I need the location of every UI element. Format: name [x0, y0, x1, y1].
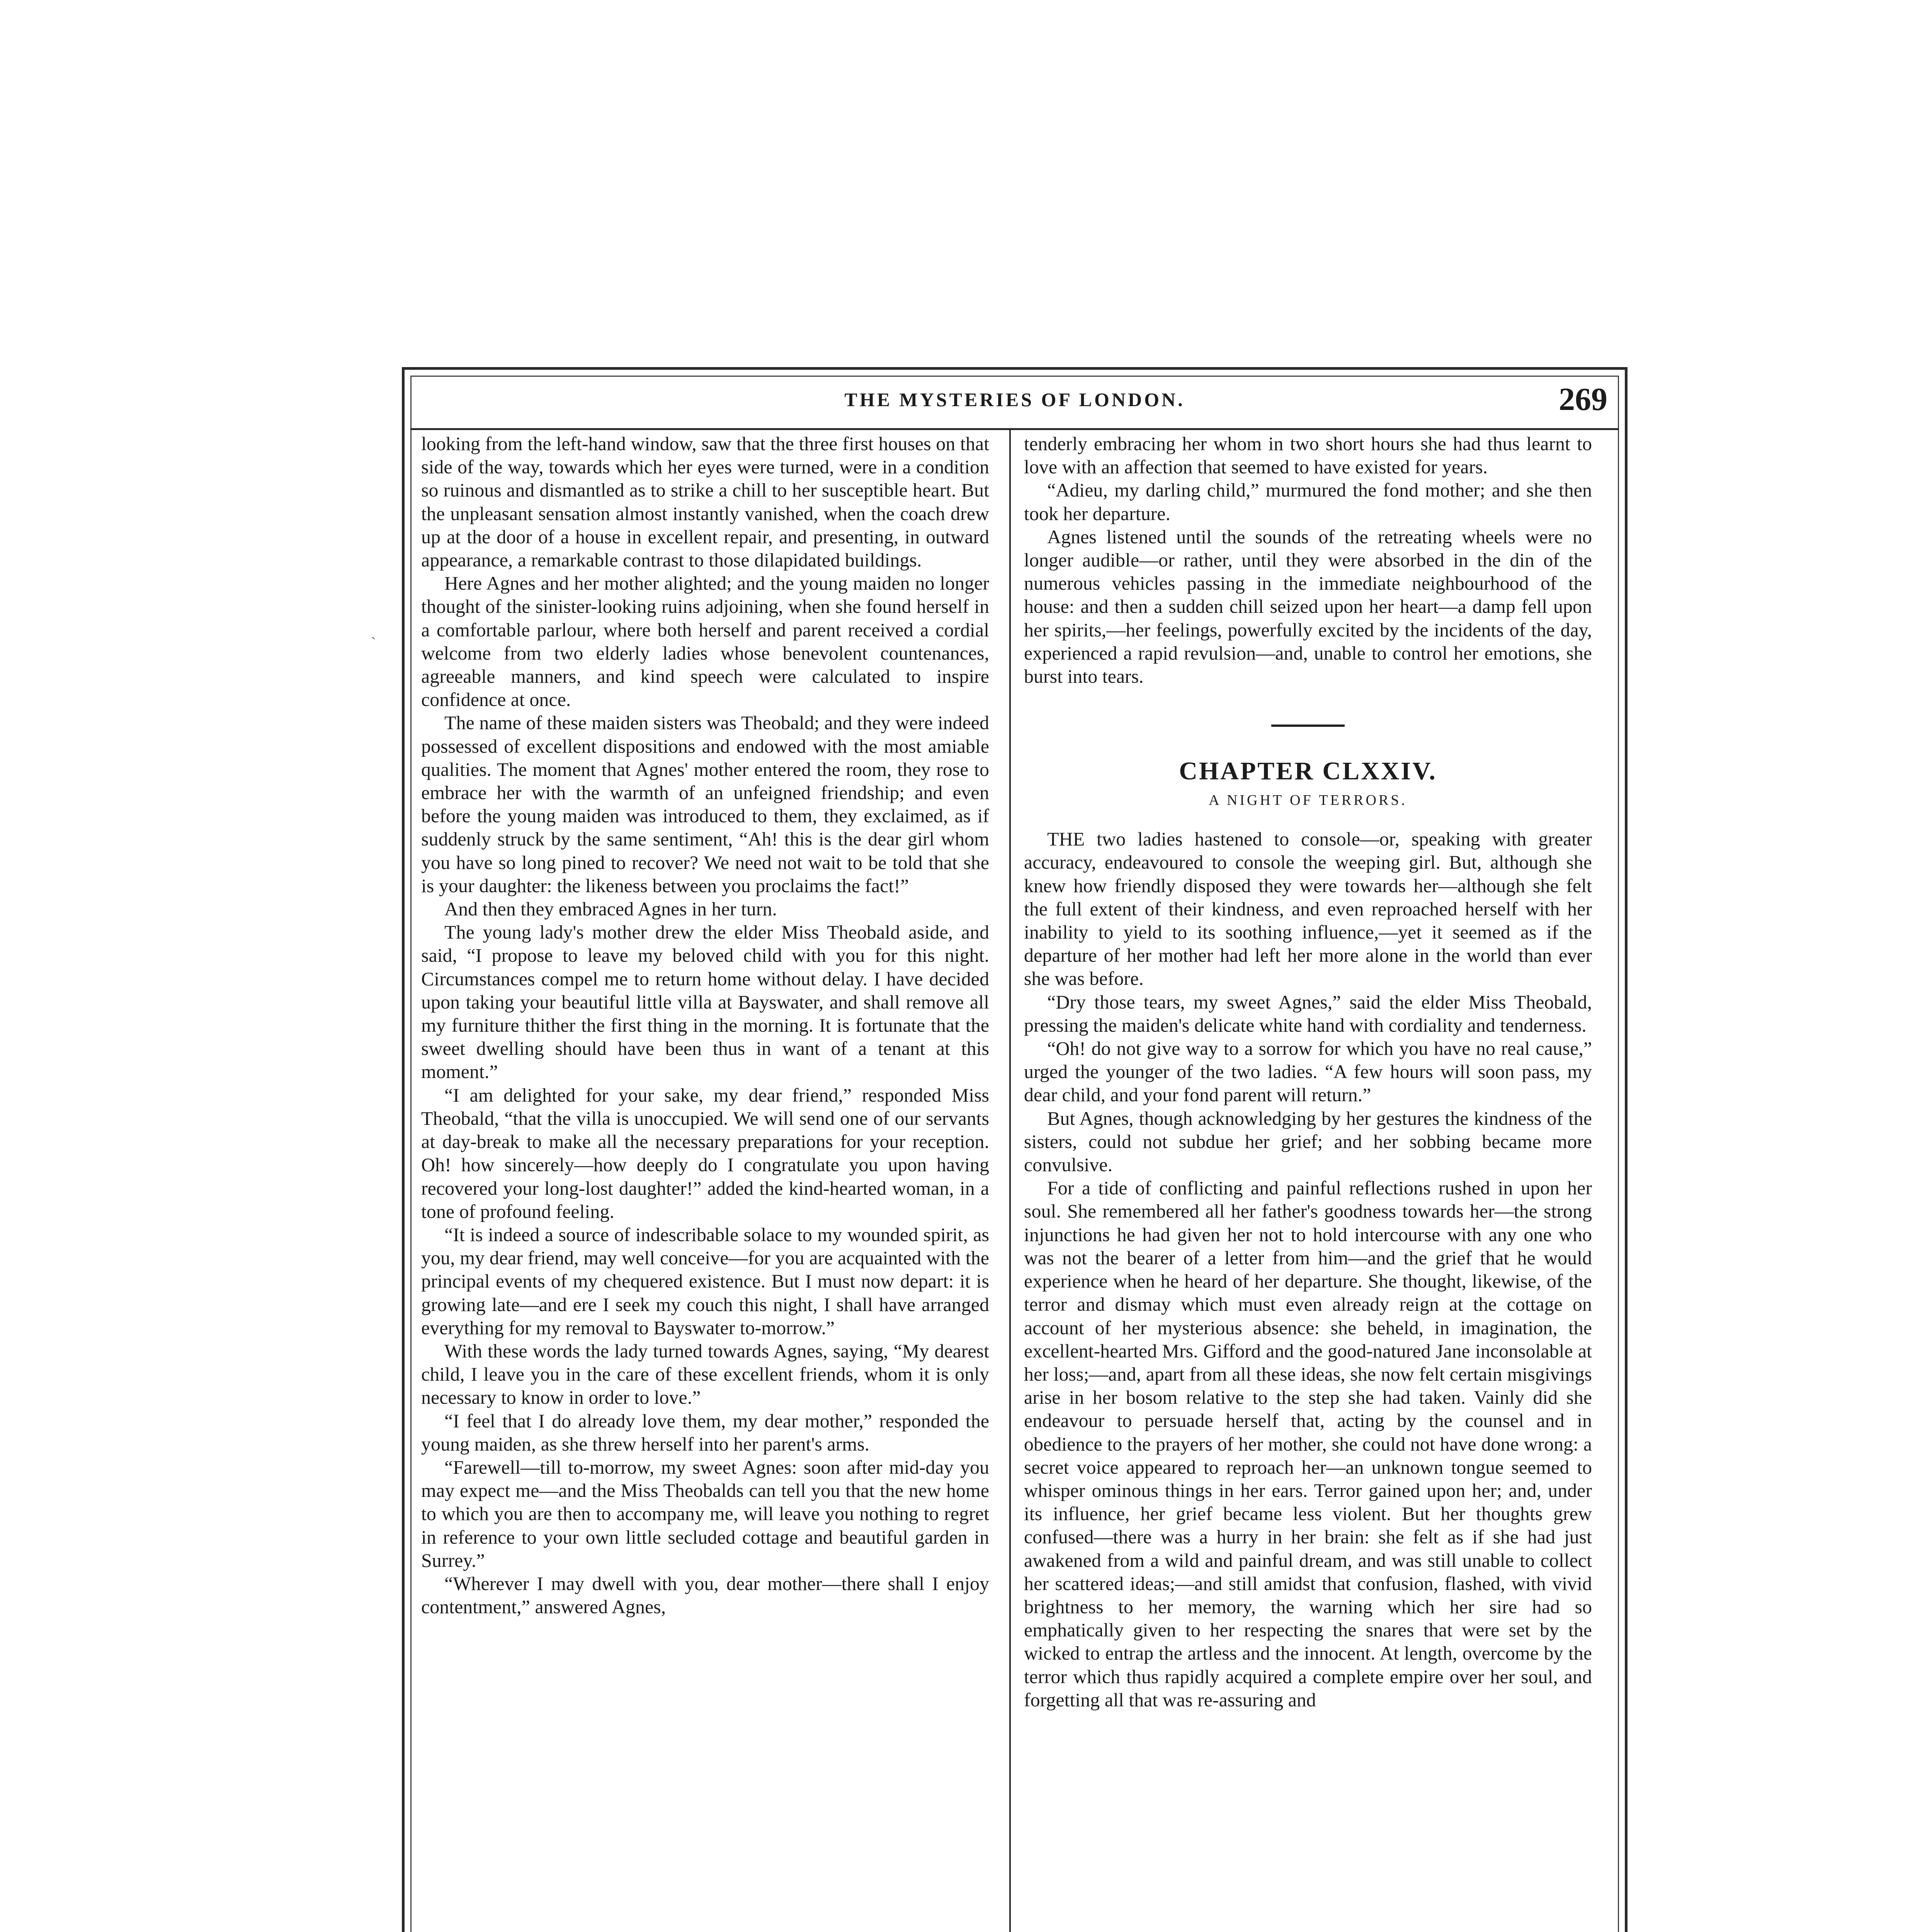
column-divider [1009, 428, 1011, 1932]
paragraph: tenderly embracing her whom in two short hours she had thus learnt to love with an affection that seemed to have existed for years. [1024, 433, 1592, 478]
paragraph: For a tide of conflicting and painful reflections rushed in upon her soul. She remembered all her father's goodness towards her—the strong injunctions he had given her not to hold intercourse with any one who was not the bearer of a letter from him—and the grief that he would experience when he heard of her departure. She thought, likewise, of the terror and dismay which must even already reign at the cottage on account of her mysterious absence: she beheld, in imagination, the excellent-hearted Mrs. Gifford and the good-natured Jane inconsolable at her loss;—and, apart from all these ideas, she now felt certain misgivings arise in her bosom relative to the step she had taken. Vainly did she endeavour to persuade herself that, acting by the counsel and in obedience to the prayers of her mother, she could not have done wrong: a secret voice appeared to reproach her—an unknown tongue seemed to whisper ominous things in her ears. Terror gained upon her; and, under its influence, her grief became less violent. But her thoughts grew confused—there was a hurry in her brain: she felt as if she had just awakened from a wild and painful dream, and was still unable to collect her scattered ideas;—and still amidst that confusion, flashed, with vivid brightness to her memory, the warning which her sire had so emphatically given to her respecting the snares that were set by the wicked to entrap the artless and the innocent. At length, overcome by the terror which thus rapidly acquired a complete empire over her soul, and forgetting all that was re-assuring and [1024, 1177, 1592, 1711]
chapter-separator-rule [1271, 724, 1345, 727]
paragraph: “Oh! do not give way to a sorrow for which you have no real cause,” urged the younger of the two ladies. “A few hours will soon pass, my dear child, and your fond parent will return.” [1024, 1037, 1592, 1106]
running-title: THE MYSTERIES OF LONDON. [844, 389, 1185, 410]
paragraph: And then they embraced Agnes in her turn. [444, 898, 777, 920]
paragraph: “I am delighted for your sake, my dear friend,” responded Miss Theobald, “that the villa is unoccupied. We will send one of our servants at day-break to make all the necessary preparations for your reception. Oh! how sincerely—how deeply do I congratulate you upon having recovered your long-lost daughter!” added the kind-hearted woman, in a tone of profound feeling. [421, 1084, 989, 1222]
paragraph: “Adieu, my darling child,” murmured the fond mother; and she then took her departure. [1024, 479, 1592, 524]
chapter-subtitle: A NIGHT OF TERRORS. [1209, 792, 1407, 809]
right-column [1024, 432, 1592, 1932]
paragraph: Agnes listened until the sounds of the retreating wheels were no longer audible—or rather, until they were absorbed in the din of the numerous vehicles passing in the immediate neighbourhood of the house: and then a sudden chill seized upon her heart—a damp fell upon her spirits,—her feelings, powerfully excited by the incidents of the day, experienced a rapid revulsion—and, unable to control her emotions, she burst into tears. [1024, 526, 1592, 687]
left-column [421, 432, 989, 1932]
paragraph: THE two ladies hastened to console—or, speaking with greater accuracy, endeavoured to console the weeping girl. But, although she knew how friendly disposed they were towards her—although she felt the full extent of their kindness, and even reproached herself with her inability to yield to its soothing influence,—yet it seemed as if the departure of her mother had left her more alone in the world than ever she was before. [1024, 828, 1592, 990]
paragraph: “Dry those tears, my sweet Agnes,” said the elder Miss Theobald, pressing the maiden's delicate white hand with cordiality and tenderness. [1024, 991, 1592, 1036]
header-rule [410, 428, 1619, 430]
page-number: 269 [1559, 381, 1607, 417]
chapter-title: CHAPTER CLXXIV. [1179, 757, 1437, 786]
paragraph: “Farewell—till to-morrow, my sweet Agnes: soon after mid-day you may expect me—and the Miss Theobalds can tell you that the new home to which you are then to accompany me, will leave you nothing to regret in reference to your own little secluded cottage and beautiful garden in Surrey.” [421, 1456, 989, 1571]
page-header [410, 381, 1619, 427]
paragraph: The young lady's mother drew the elder Miss Theobald aside, and said, “I propose to leave my beloved child with you for this night. Circumstances compel me to return home without delay. I have decided upon taking your beautiful little villa at Bayswater, and shall remove all my furniture thither the first thing in the morning. It is fortunate that the sweet dwelling should have been thus in want of a tenant at this moment.” [421, 921, 989, 1083]
paragraph: With these words the lady turned towards Agnes, saying, “My dearest child, I leave you in the care of these excellent friends, whom it is only necessary to know in order to love.” [421, 1340, 989, 1408]
paragraph: “It is indeed a source of indescribable solace to my wounded spirit, as you, my dear friend, may well conceive—for you are acquainted with the principal events of my chequered existence. But I must now depart: it is growing late—and ere I seek my couch this night, I shall have arranged everything for my removal to Bayswater to-morrow.” [421, 1223, 989, 1338]
stray-mark: ` [371, 634, 376, 651]
paragraph: Here Agnes and her mother alighted; and the young maiden no longer thought of the sinister-looking ruins adjoining, when she found herself in a comfortable parlour, where both herself and parent received a cordial welcome from two elderly ladies whose benevolent countenances, agreeable manners, and kind speech were calculated to inspire confidence at once. [421, 572, 989, 711]
paragraph: But Agnes, though acknowledging by her gestures the kindness of the sisters, could not subdue her grief; and her sobbing became more convulsive. [1024, 1107, 1592, 1176]
paragraph: The name of these maiden sisters was Theobald; and they were indeed possessed of excellent dispositions and endowed with the most amiable qualities. The moment that Agnes' mother entered the room, they rose to embrace her with the warmth of an unfeigned friendship; and even before the young maiden was introduced to them, they exclaimed, as if suddenly struck by the same sentiment, “Ah! this is the dear girl whom you have so long pined to recover? We need not wait to be told that she is your daughter: the likeness between you proclaims the fact!” [421, 712, 989, 896]
paragraph: “I feel that I do already love them, my dear mother,” responded the young maiden, as she threw herself into her parent's arms. [421, 1410, 989, 1455]
paragraph: looking from the left-hand window, saw that the three first houses on that side of the way, towards which her eyes were turned, were in a condition so ruinous and dismantled as to strike a chill to her susceptible heart. But the unpleasant sensation almost instantly vanished, when the coach drew up at the door of a house in excellent repair, and presenting, in outward appearance, a remarkable contrast to those dilapidated buildings. [421, 433, 989, 571]
paragraph: “Wherever I may dwell with you, dear mother—there shall I enjoy contentment,” answered Agnes, [421, 1572, 989, 1618]
